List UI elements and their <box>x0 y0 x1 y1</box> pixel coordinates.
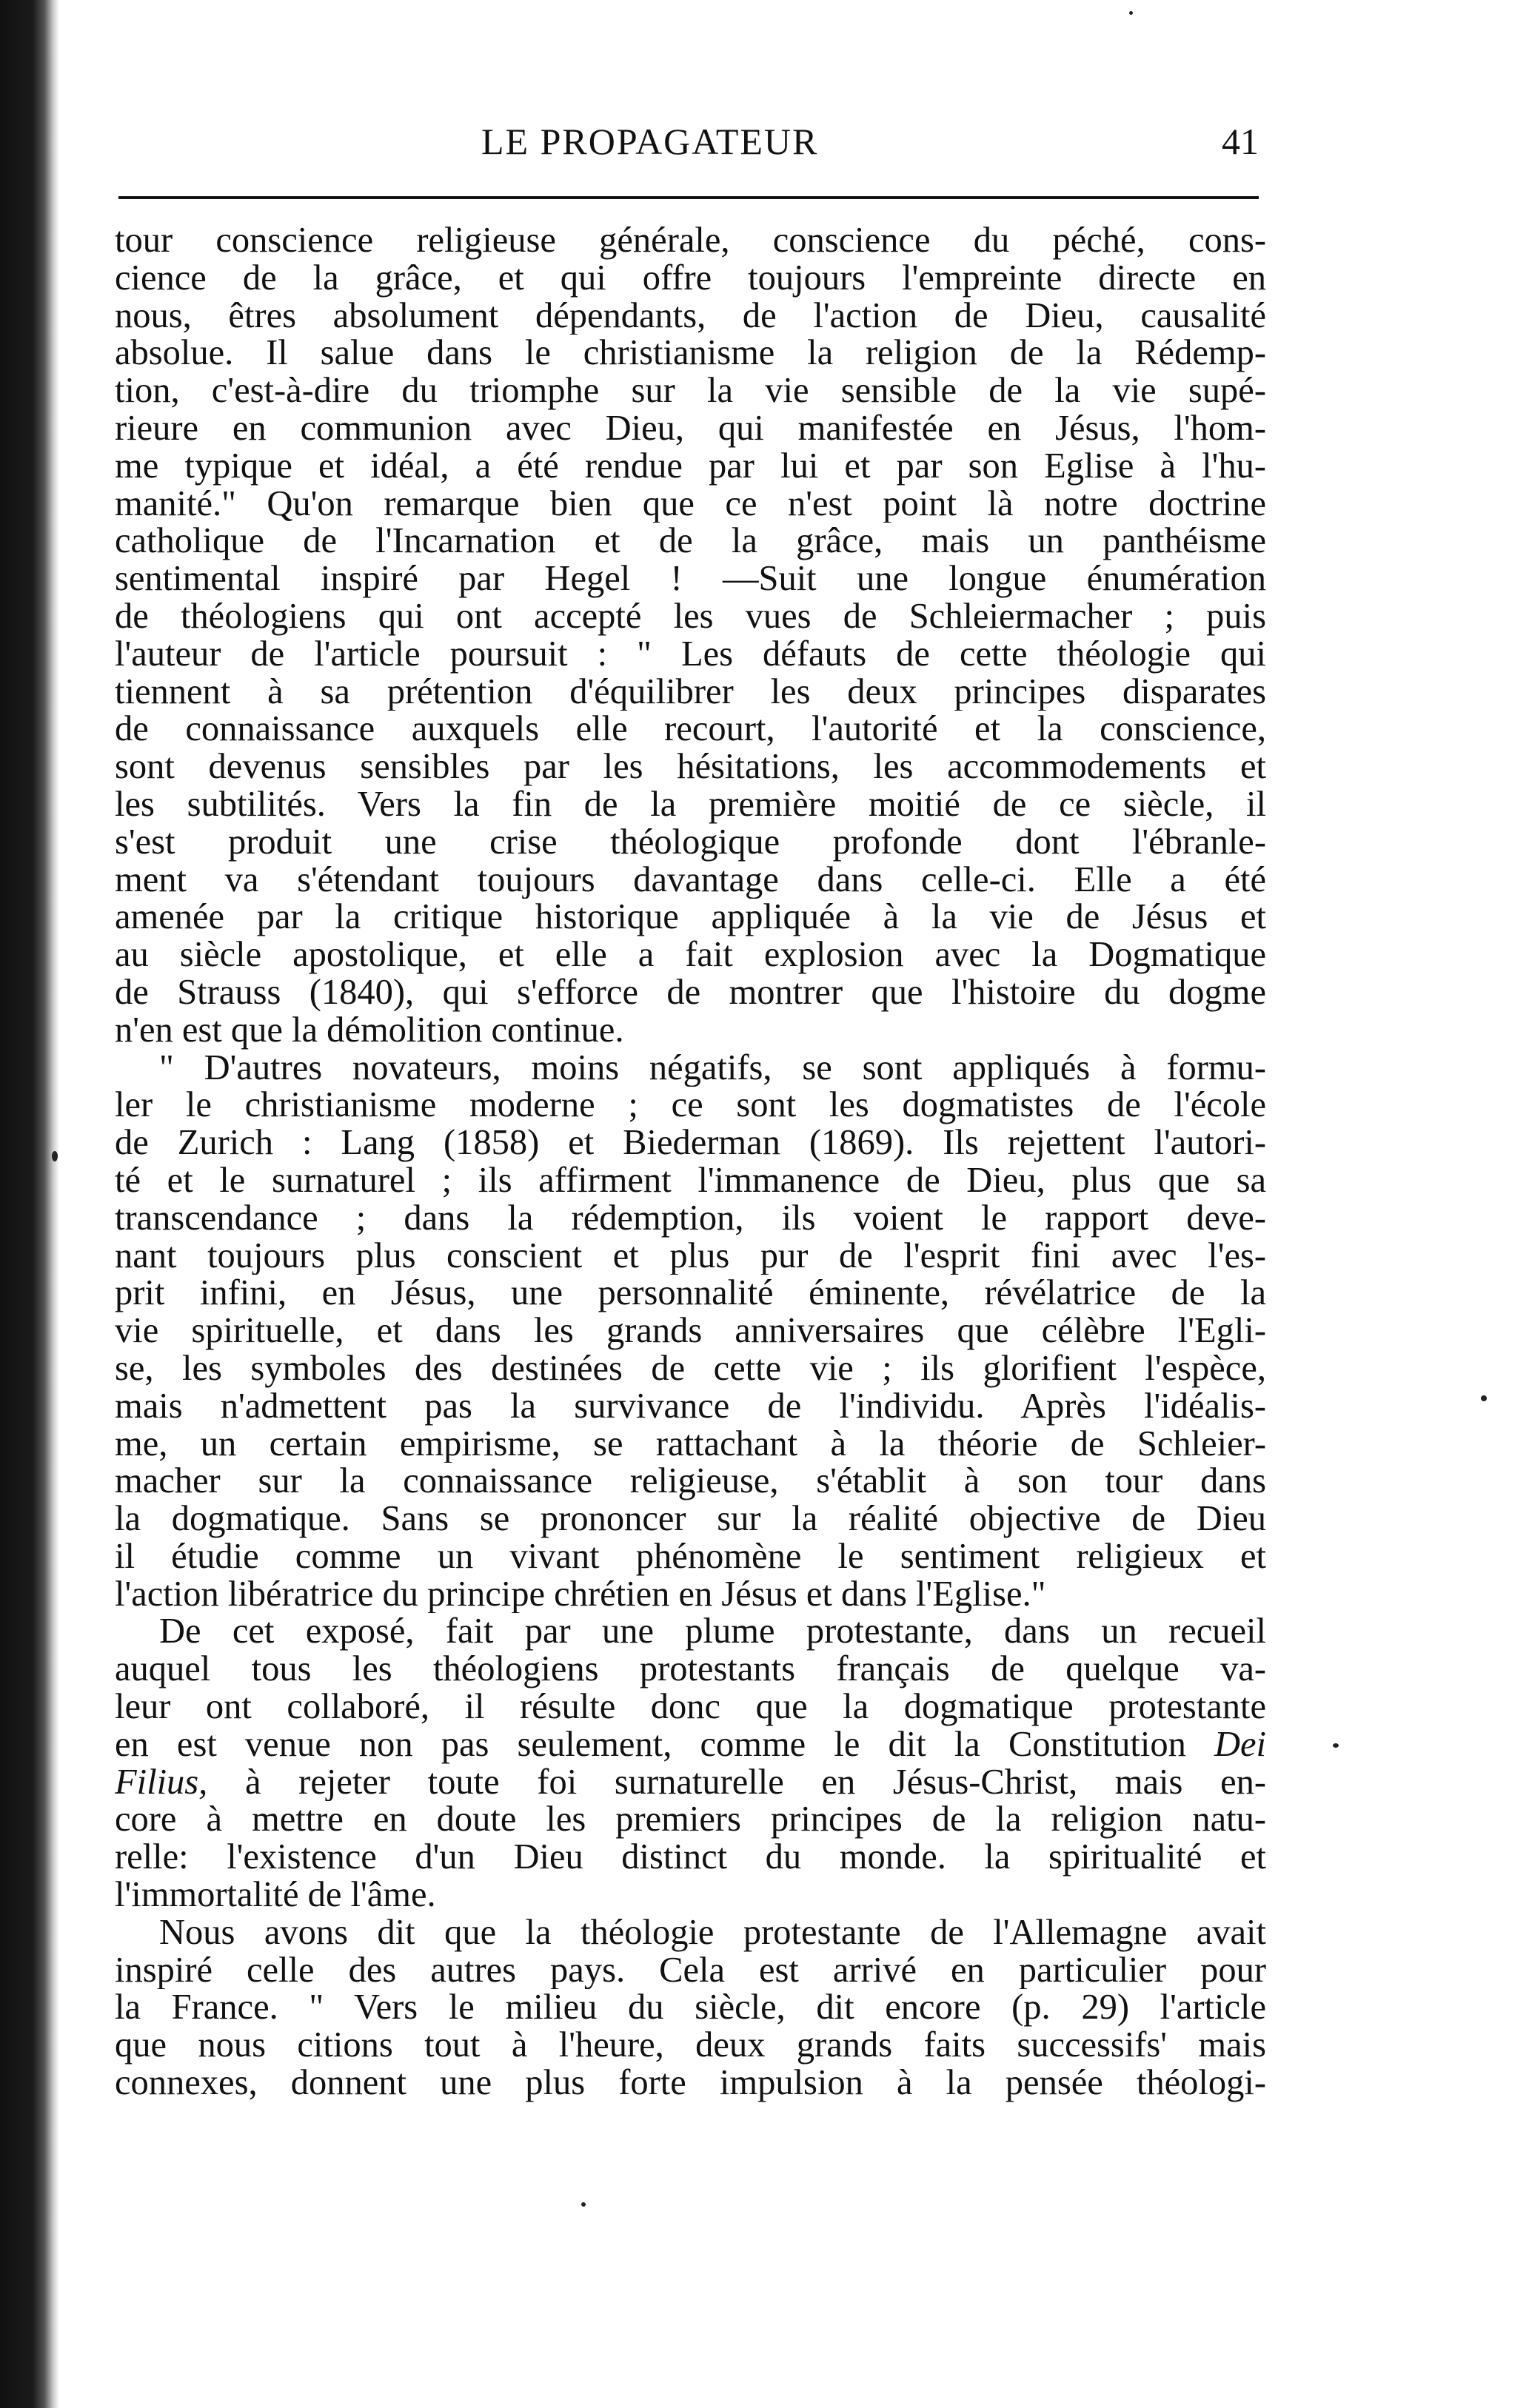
line-text: " D'autres novateurs, moins négatifs, se sont appliqués à formu- <box>159 1049 1266 1087</box>
line-text: core à mettre en doute les premiers principes de la religion natu- <box>115 1801 1266 1839</box>
text-line <box>115 1801 1266 1839</box>
text-line <box>115 1350 1266 1388</box>
text-line <box>115 1050 1266 1087</box>
line-text: auquel tous les théologiens protestants français de quelque va- <box>115 1651 1266 1689</box>
text-line <box>115 1688 1266 1726</box>
line-text: il étudie comme un vivant phénomène le sentiment religieux et <box>115 1537 1266 1576</box>
specks <box>1481 1395 1487 1401</box>
text-line <box>115 1877 1266 1914</box>
line-text: me typique et idéal, a été rendue par lui et par son Eglise à l'hu- <box>115 447 1266 486</box>
line-text: de Zurich : Lang (1858) et Biederman (1869). Ils rejettent l'autori- <box>115 1124 1266 1162</box>
line-text: prit infini, en Jésus, une personnalité éminente, révélatrice de la <box>115 1275 1266 1313</box>
text-line <box>115 523 1266 560</box>
text-line <box>115 1124 1266 1162</box>
line-text: la France. " Vers le milieu du siècle, dit encore (p. 29) l'article <box>115 1989 1266 2028</box>
text-line <box>115 711 1266 748</box>
text-line <box>115 1538 1266 1576</box>
text-line <box>115 936 1266 974</box>
page-number: 41 <box>1222 121 1259 162</box>
line-text: l'action libératrice du principe chrétien en Jésus et dans l'Eglise." <box>115 1575 1046 1614</box>
text-line <box>115 748 1266 786</box>
line-text: mais n'admettent pas la survivance de l'individu. Après l'idéalis- <box>115 1387 1266 1426</box>
book-spine-shadow <box>0 0 59 2408</box>
text-line <box>115 448 1266 486</box>
text-line <box>115 2065 1266 2102</box>
line-text: de Strauss (1840), qui s'efforce de montrer que l'histoire du dogme <box>115 973 1266 1012</box>
text-line <box>115 974 1266 1012</box>
text-line <box>115 786 1266 824</box>
text-line <box>115 1238 1266 1275</box>
text-line <box>115 824 1266 862</box>
line-text: à rejeter toute foi surnaturelle en Jésus-Christ, mais en- <box>207 1763 1266 1802</box>
line-text: relle: l'existence d'un Dieu distinct du monde. la spiritualité et <box>115 1839 1266 1877</box>
text-line <box>115 372 1266 410</box>
line-text: sont devenus sensibles par les hésitations, les accommodements et <box>115 748 1266 786</box>
text-line <box>115 862 1266 899</box>
text-line <box>115 1087 1266 1124</box>
line-text: nous, êtres absolument dépendants, de l'action de Dieu, causalité <box>115 297 1266 335</box>
specks <box>581 2202 586 2207</box>
line-text: me, un certain empirisme, se rattachant à la théorie de Schleier- <box>115 1425 1266 1463</box>
line-text: en est venue non pas seulement, comme le dit la Constitution <box>115 1725 1214 1764</box>
specks <box>1129 11 1133 15</box>
text-line <box>115 1952 1266 1990</box>
text-line <box>115 222 1266 260</box>
line-text: inspiré celle des autres pays. Cela est arrivé en particulier pour <box>115 1951 1266 1990</box>
text-line <box>115 1200 1266 1238</box>
text-line <box>115 1651 1266 1688</box>
line-text: tion, c'est-à-dire du triomphe sur la vie sensible de la vie supé- <box>115 372 1266 410</box>
line-text: s'est produit une crise théologique profonde dont l'ébranle- <box>115 823 1266 862</box>
text-line <box>115 1613 1266 1651</box>
text-line <box>115 899 1266 936</box>
line-text: absolue. Il salue dans le christianisme la religion de la Rédemp- <box>115 335 1266 373</box>
specks <box>1333 1743 1339 1748</box>
line-text: cience de la grâce, et qui offre toujours l'empreinte directe en <box>115 259 1266 298</box>
line-text: De cet exposé, fait par une plume protestante, dans un recueil <box>159 1613 1266 1651</box>
body-text <box>115 222 1266 2102</box>
page-header <box>118 120 1259 172</box>
line-text: nant toujours plus conscient et plus pur de l'esprit fini avec l'es- <box>115 1237 1266 1275</box>
text-line <box>115 335 1266 372</box>
text-line <box>115 1500 1266 1538</box>
line-text: de théologiens qui ont accepté les vues de Schleiermacher ; puis <box>115 597 1266 636</box>
line-text: catholique de l'Incarnation et de la grâce, mais un panthéisme <box>115 523 1266 561</box>
text-line <box>115 636 1266 674</box>
text-line <box>115 486 1266 523</box>
text-line <box>115 1463 1266 1500</box>
italic-text: Filius, <box>115 1763 208 1802</box>
text-line <box>115 674 1266 711</box>
line-text: té et le surnaturel ; ils affirment l'immanence de Dieu, plus que sa <box>115 1161 1266 1200</box>
text-line <box>115 298 1266 335</box>
line-text: se, les symboles des destinées de cette vie ; ils glorifient l'espèce, <box>115 1349 1266 1388</box>
line-text: au siècle apostolique, et elle a fait explosion avec la Dogmatique <box>115 936 1266 974</box>
line-text: les subtilités. Vers la fin de la première moitié de ce siècle, il <box>115 785 1266 824</box>
line-text: ler le christianisme moderne ; ce sont les dogmatistes de l'école <box>115 1087 1266 1125</box>
text-line <box>115 1275 1266 1312</box>
text-line <box>115 1989 1266 2027</box>
spine-speck <box>52 1151 58 1161</box>
text-line <box>115 260 1266 298</box>
line-text: manité." Qu'on remarque bien que ce n'est point là notre doctrine <box>115 485 1266 523</box>
line-text: l'immortalité de l'âme. <box>115 1877 436 1914</box>
text-line <box>115 1576 1266 1614</box>
line-text: ment va s'étendant toujours davantage dans celle-ci. Elle a été <box>115 861 1266 899</box>
line-text: macher sur la connaissance religieuse, s'établit à son tour dans <box>115 1463 1266 1501</box>
line-text: que nous citions tout à l'heure, deux grands faits successifs' mais <box>115 2027 1266 2065</box>
italic-text: Dei <box>1214 1725 1266 1764</box>
line-text: connexes, donnent une plus forte impulsion à la pensée théologi- <box>115 2065 1266 2102</box>
text-line <box>115 1012 1266 1050</box>
line-text: sentimental inspiré par Hegel ! —Suit une longue énumération <box>115 560 1266 598</box>
line-text: vie spirituelle, et dans les grands anniversaires que célèbre l'Egli- <box>115 1312 1266 1350</box>
text-line <box>115 1312 1266 1350</box>
text-line <box>115 2027 1266 2065</box>
text-line <box>115 1162 1266 1200</box>
text-line <box>115 1839 1266 1877</box>
line-text: n'en est que la démolition continue. <box>115 1011 624 1050</box>
text-line <box>115 1764 1266 1802</box>
line-text: tiennent à sa prétention d'équilibrer les deux principes disparates <box>115 673 1266 711</box>
text-line <box>115 598 1266 636</box>
text-line <box>115 1388 1266 1426</box>
running-title: LE PROPAGATEUR <box>481 121 819 162</box>
line-text: de connaissance auxquels elle recourt, l'autorité et la conscience, <box>115 711 1266 749</box>
line-text: transcendance ; dans la rédemption, ils voient le rapport deve- <box>115 1199 1266 1238</box>
line-text: Nous avons dit que la théologie protestante de l'Allemagne avait <box>159 1914 1266 1952</box>
header-rule <box>118 196 1259 199</box>
line-text: la dogmatique. Sans se prononcer sur la réalité objective de Dieu <box>115 1500 1266 1538</box>
text-line <box>115 1914 1266 1952</box>
line-text: rieure en communion avec Dieu, qui manifestée en Jésus, l'hom- <box>115 409 1266 448</box>
text-line <box>115 410 1266 448</box>
line-text: amenée par la critique historique appliquée à la vie de Jésus et <box>115 899 1266 937</box>
text-line <box>115 560 1266 598</box>
text-line <box>115 1426 1266 1463</box>
line-text: l'auteur de l'article poursuit : " Les défauts de cette théologie qui <box>115 635 1266 674</box>
line-text: leur ont collaboré, il résulte donc que la dogmatique protestante <box>115 1688 1266 1726</box>
text-line <box>115 1726 1266 1764</box>
line-text: tour conscience religieuse générale, conscience du péché, cons- <box>115 222 1266 260</box>
